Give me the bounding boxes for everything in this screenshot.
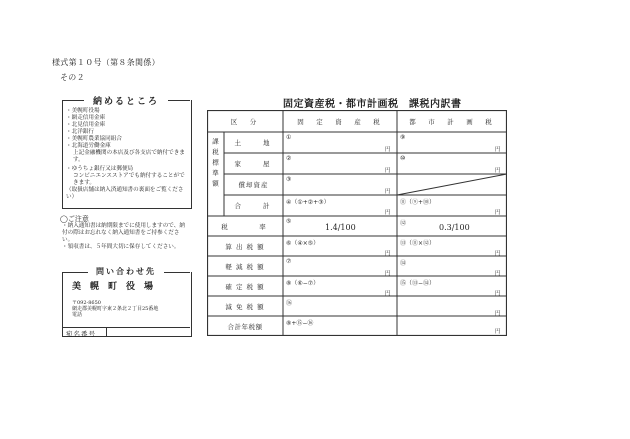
- mark-calc-city: ⑬（⑪×⑫）: [400, 240, 436, 247]
- value-rate-city: 0.3/100: [439, 223, 470, 232]
- mark-fixedtax-city: ⑮（⑬−⑭）: [400, 280, 436, 287]
- place-item: ・網走信用金庫: [66, 115, 106, 121]
- mark-land-city: ⑨: [400, 134, 406, 141]
- mark-house-fixed: ②: [286, 155, 292, 162]
- row-label-reduced-tax: 軽 減 税 額: [225, 263, 265, 271]
- mark-exempt: ⑯: [286, 300, 293, 307]
- mark-total-city: ⑪（⑨+⑩）: [400, 199, 436, 206]
- value-rate-fixed: 1.4/100: [325, 223, 356, 232]
- mark-house-city: ⑩: [400, 155, 406, 162]
- payment-box-title: 納めるところ: [92, 97, 159, 107]
- notice-title: ◯ご注意: [60, 215, 89, 223]
- row-label-tax-rate: 税 率: [221, 223, 269, 231]
- unit-depreciable-fixed: 円: [385, 189, 391, 195]
- form-number: 様式第１０号（第８条関係）: [52, 58, 160, 67]
- mark-fixedtax-fixed: ⑧（⑥−⑦）: [286, 280, 320, 287]
- unit-house-fixed: 円: [385, 168, 391, 174]
- unit-calc-fixed: 円: [385, 251, 391, 257]
- place-item: 上記金融機関の本店及び各支店で納付できます。: [73, 150, 185, 163]
- place-item: （取扱店舗は納入済通知書の裏面をご覧ください）: [66, 187, 184, 200]
- mark-depreciable-fixed: ③: [286, 176, 292, 183]
- unit-land-fixed: 円: [385, 147, 391, 153]
- notice-item: ・領収書は、５年間大切に保存してください。: [62, 244, 180, 250]
- unit-reduce-fixed: 円: [385, 271, 391, 277]
- unit-house-city: 円: [495, 168, 501, 174]
- notice-item: ・納入通知書は納期限までに使用しますので、納付の際はお忘れなく納入通知書をご持参ください。: [62, 223, 185, 243]
- contact-office: 美 幌 町 役 場: [72, 282, 154, 292]
- unit-total-city: 円: [495, 210, 501, 216]
- row-label-total: 合 計: [234, 202, 273, 210]
- contact-title: 問い合わせ先: [96, 266, 156, 276]
- place-item: ・美幌町役場: [66, 108, 100, 114]
- col-header-city-planning-tax: 都 市 計 画 税: [409, 118, 495, 126]
- row-label-exempted-tax: 減 免 税 額: [225, 303, 265, 311]
- unit-fixedtax-city: 円: [495, 291, 501, 297]
- place-item: ・ゆうちょ銀行又は郵便局: [66, 166, 134, 172]
- contact-address: 網走郡美幌町字東２条北２丁目25番地: [72, 306, 159, 312]
- mark-calc-fixed: ⑥（④×⑤）: [286, 240, 320, 247]
- mark-annual: ⑧+⑮−⑯: [286, 320, 314, 327]
- unit-fixedtax-fixed: 円: [385, 291, 391, 297]
- unit-reduce-city: 円: [495, 271, 501, 277]
- col-header-category: 区 分: [230, 118, 260, 126]
- left-column: [60, 90, 190, 338]
- row-label-annual-total: 合計年税額: [227, 323, 263, 331]
- row-label-land: 土 地: [234, 139, 273, 147]
- mark-land-fixed: ①: [286, 134, 292, 141]
- place-item: ・北見信用金庫: [66, 122, 106, 128]
- mark-rate-city: ⑫: [400, 220, 407, 227]
- tax-breakdown-table: [207, 110, 507, 336]
- place-item: ・北洋銀行: [66, 129, 94, 135]
- row-label-depreciable-assets: 償却資産: [238, 181, 269, 189]
- unit-total-fixed: 円: [385, 210, 391, 216]
- addressee-label: 宛名番号: [66, 330, 96, 338]
- col-header-fixed-asset-tax: 固 定 資 産 税: [297, 118, 383, 126]
- form-sub-number: その２: [60, 73, 85, 82]
- unit-annual: 円: [495, 329, 501, 335]
- place-item: ・北海道労働金庫: [66, 143, 111, 149]
- row-label-fixed-tax: 確 定 税 額: [225, 283, 265, 291]
- row-label-house: 家 屋: [234, 160, 273, 168]
- mark-reduce-fixed: ⑦: [286, 258, 292, 265]
- unit-land-city: 円: [495, 147, 501, 153]
- contact-postal: 〒092-8650: [72, 300, 101, 306]
- table-title: 固定資産税・都市計画税 課税内訳書: [283, 99, 462, 110]
- row-label-calculated-tax: 算 出 税 額: [225, 243, 265, 251]
- place-item: コンビニエンスストアでも納付することができます。: [73, 173, 185, 186]
- place-item: ・美幌町農業協同組合: [66, 136, 122, 142]
- unit-exempt: 円: [495, 311, 501, 317]
- unit-calc-city: 円: [495, 251, 501, 257]
- contact-phone: 電話: [72, 312, 83, 318]
- mark-total-fixed: ④（①+②+③）: [286, 199, 330, 206]
- mark-reduce-city: ⑭: [400, 260, 407, 267]
- group-label-tax-base: 課税標準額: [211, 138, 219, 191]
- mark-rate-fixed: ⑤: [286, 218, 292, 225]
